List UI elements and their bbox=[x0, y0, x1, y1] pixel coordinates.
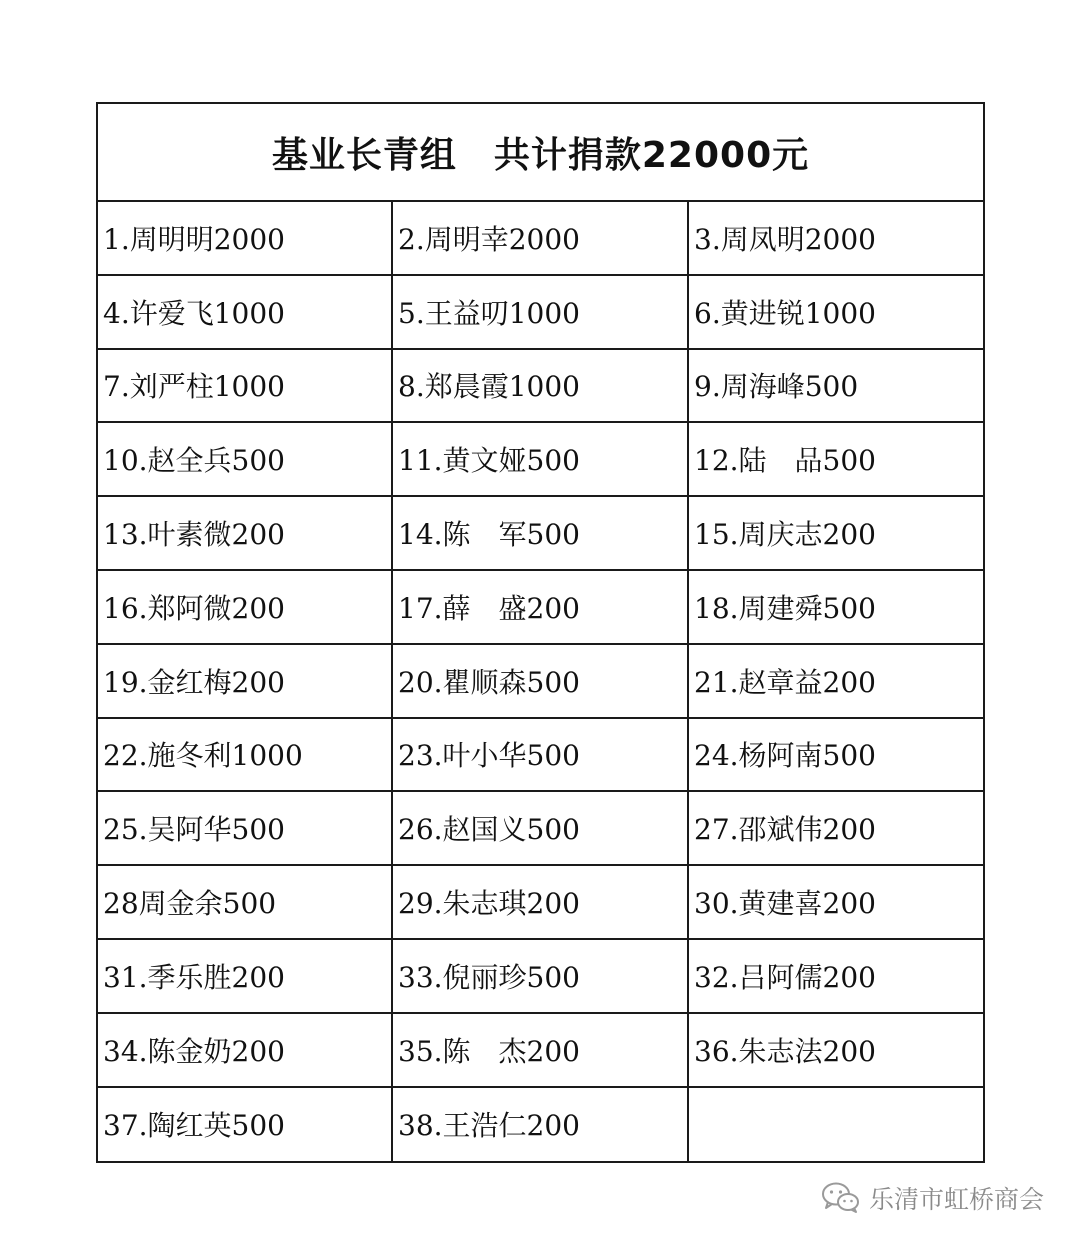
donor-cell: 5.王益叨1000 bbox=[393, 276, 689, 350]
donor-cell: 24.杨阿南500 bbox=[689, 719, 983, 793]
donor-cell: 9.周海峰500 bbox=[689, 350, 983, 424]
donor-cell: 4.许爱飞1000 bbox=[98, 276, 393, 350]
donor-cell: 10.赵全兵500 bbox=[98, 423, 393, 497]
donor-cell: 17.薛 盛200 bbox=[393, 571, 689, 645]
donor-cell: 28周金余500 bbox=[98, 866, 393, 940]
donor-cell: 11.黄文娅500 bbox=[393, 423, 689, 497]
donor-cell: 12.陆 品500 bbox=[689, 423, 983, 497]
donor-cell: 37.陶红英500 bbox=[98, 1088, 393, 1162]
donor-cell: 23.叶小华500 bbox=[393, 719, 689, 793]
donor-cell: 3.周凤明2000 bbox=[689, 202, 983, 276]
donor-cell: 19.金红梅200 bbox=[98, 645, 393, 719]
donor-cell: 8.郑晨霞1000 bbox=[393, 350, 689, 424]
donor-cell: 22.施冬利1000 bbox=[98, 719, 393, 793]
donor-cell: 32.吕阿儒200 bbox=[689, 940, 983, 1014]
table-header bbox=[98, 104, 983, 202]
donor-cell: 29.朱志琪200 bbox=[393, 866, 689, 940]
donor-cell: 13.叶素微200 bbox=[98, 497, 393, 571]
donor-cell: 35.陈 杰200 bbox=[393, 1014, 689, 1088]
table-title: 基业长青组 共计捐款22000元 bbox=[271, 134, 810, 176]
watermark-text: 乐清市虹桥商会 bbox=[868, 1185, 1044, 1214]
donor-cell: 7.刘严柱1000 bbox=[98, 350, 393, 424]
donation-table bbox=[96, 102, 985, 1163]
donor-cell: 16.郑阿微200 bbox=[98, 571, 393, 645]
donor-cell: 15.周庆志200 bbox=[689, 497, 983, 571]
donor-cell: 25.吴阿华500 bbox=[98, 792, 393, 866]
donor-cell: 34.陈金奶200 bbox=[98, 1014, 393, 1088]
wechat-icon bbox=[821, 1181, 861, 1215]
donor-cell: 27.邵斌伟200 bbox=[689, 792, 983, 866]
donor-cell: 38.王浩仁200 bbox=[393, 1088, 689, 1162]
donor-cell: 6.黄进锐1000 bbox=[689, 276, 983, 350]
donor-cell: 14.陈 军500 bbox=[393, 497, 689, 571]
donor-cell: 21.赵章益200 bbox=[689, 645, 983, 719]
donor-cell: 18.周建舜500 bbox=[689, 571, 983, 645]
donor-cell: 1.周明明2000 bbox=[98, 202, 393, 276]
donor-cell: 36.朱志法200 bbox=[689, 1014, 983, 1088]
donor-cell: 2.周明幸2000 bbox=[393, 202, 689, 276]
donor-grid bbox=[98, 202, 983, 1161]
donor-cell: 30.黄建喜200 bbox=[689, 866, 983, 940]
donor-cell: 26.赵国义500 bbox=[393, 792, 689, 866]
empty-cell bbox=[689, 1088, 983, 1162]
donor-cell: 31.季乐胜200 bbox=[98, 940, 393, 1014]
donor-cell: 33.倪丽珍500 bbox=[393, 940, 689, 1014]
donor-cell: 20.瞿顺森500 bbox=[393, 645, 689, 719]
watermark bbox=[821, 1180, 1044, 1216]
